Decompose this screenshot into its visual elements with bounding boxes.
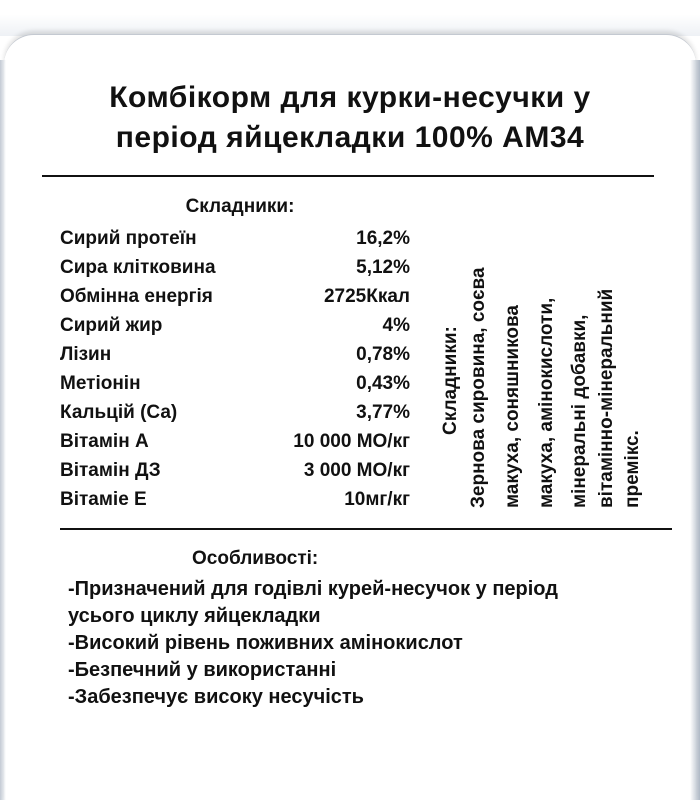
nutrition-table	[60, 224, 410, 514]
nutrient-value: 0,43%	[356, 373, 410, 394]
product-title	[40, 78, 660, 158]
ingredients-vertical-line: Зернова сировина, соєва	[468, 267, 489, 508]
ingredients-vertical-line: макуха, амінокислоти,	[536, 297, 557, 508]
nutrient-value: 3 000 МО/кг	[303, 460, 410, 481]
nutrient-name: Обмінна енергія	[60, 286, 213, 307]
nutrient-name: Метіонін	[60, 373, 141, 394]
nutrient-value: 2725Ккал	[323, 286, 410, 307]
nutrient-name: Вітамін ДЗ	[60, 460, 161, 481]
features-list	[68, 576, 668, 711]
left-edge-shade	[0, 60, 6, 800]
composition-heading: Складники:	[185, 196, 295, 217]
nutrition-row	[60, 282, 410, 311]
nutrient-name: Кальцій (Са)	[60, 402, 178, 423]
ingredients-vertical-line: мінеральні добавки,	[569, 314, 590, 508]
nutrient-name: Сирий жир	[60, 315, 163, 336]
nutrition-row	[60, 398, 410, 427]
nutrition-row	[60, 456, 410, 485]
right-edge-shade	[690, 60, 700, 800]
nutrient-value: 10 000 МО/кг	[293, 431, 410, 452]
ingredients-vertical-heading: Складники:	[440, 326, 461, 435]
feature-item: усього циклу яйцекладки	[68, 605, 321, 627]
nutrition-row	[60, 485, 410, 514]
nutrition-row	[60, 340, 410, 369]
nutrition-row	[60, 253, 410, 282]
ingredients-vertical-line: премікс.	[622, 430, 643, 508]
feature-item: -Забезпечує високу несучість	[68, 686, 364, 708]
divider-middle	[60, 528, 672, 530]
nutrient-value: 4%	[382, 315, 410, 336]
divider-top	[42, 175, 654, 177]
nutrient-value: 0,78%	[356, 344, 410, 365]
nutrient-value: 5,12%	[356, 257, 410, 278]
title-line-2: період яйцекладки 100% АМ34	[115, 121, 585, 154]
nutrition-row	[60, 224, 410, 253]
nutrient-name: Сирий протеїн	[60, 228, 197, 249]
top-background	[0, 0, 700, 36]
nutrient-value: 3,77%	[356, 402, 410, 423]
nutrition-row	[60, 427, 410, 456]
nutrient-name: Вітамін А	[60, 431, 149, 452]
nutrient-value: 16,2%	[356, 228, 410, 249]
features-heading: Особливості:	[192, 548, 319, 569]
title-line-1: Комбікорм для курки-несучки у	[109, 81, 591, 114]
nutrient-name: Вітаміе Е	[60, 489, 147, 510]
feature-item: -Призначений для годівлі курей-несучок у період	[68, 578, 558, 600]
feature-item: -Безпечний у використанні	[68, 659, 337, 681]
ingredients-vertical-line: вітамінно-мінеральний	[596, 288, 617, 508]
nutrient-value: 10мг/кг	[344, 489, 410, 510]
nutrient-name: Лізин	[60, 344, 112, 365]
ingredients-vertical-line: макуха, соняшникова	[502, 305, 523, 508]
nutrition-row	[60, 311, 410, 340]
nutrient-name: Сира клітковина	[60, 257, 216, 278]
feature-item: -Високий рівень поживних амінокислот	[68, 632, 463, 654]
nutrition-row	[60, 369, 410, 398]
